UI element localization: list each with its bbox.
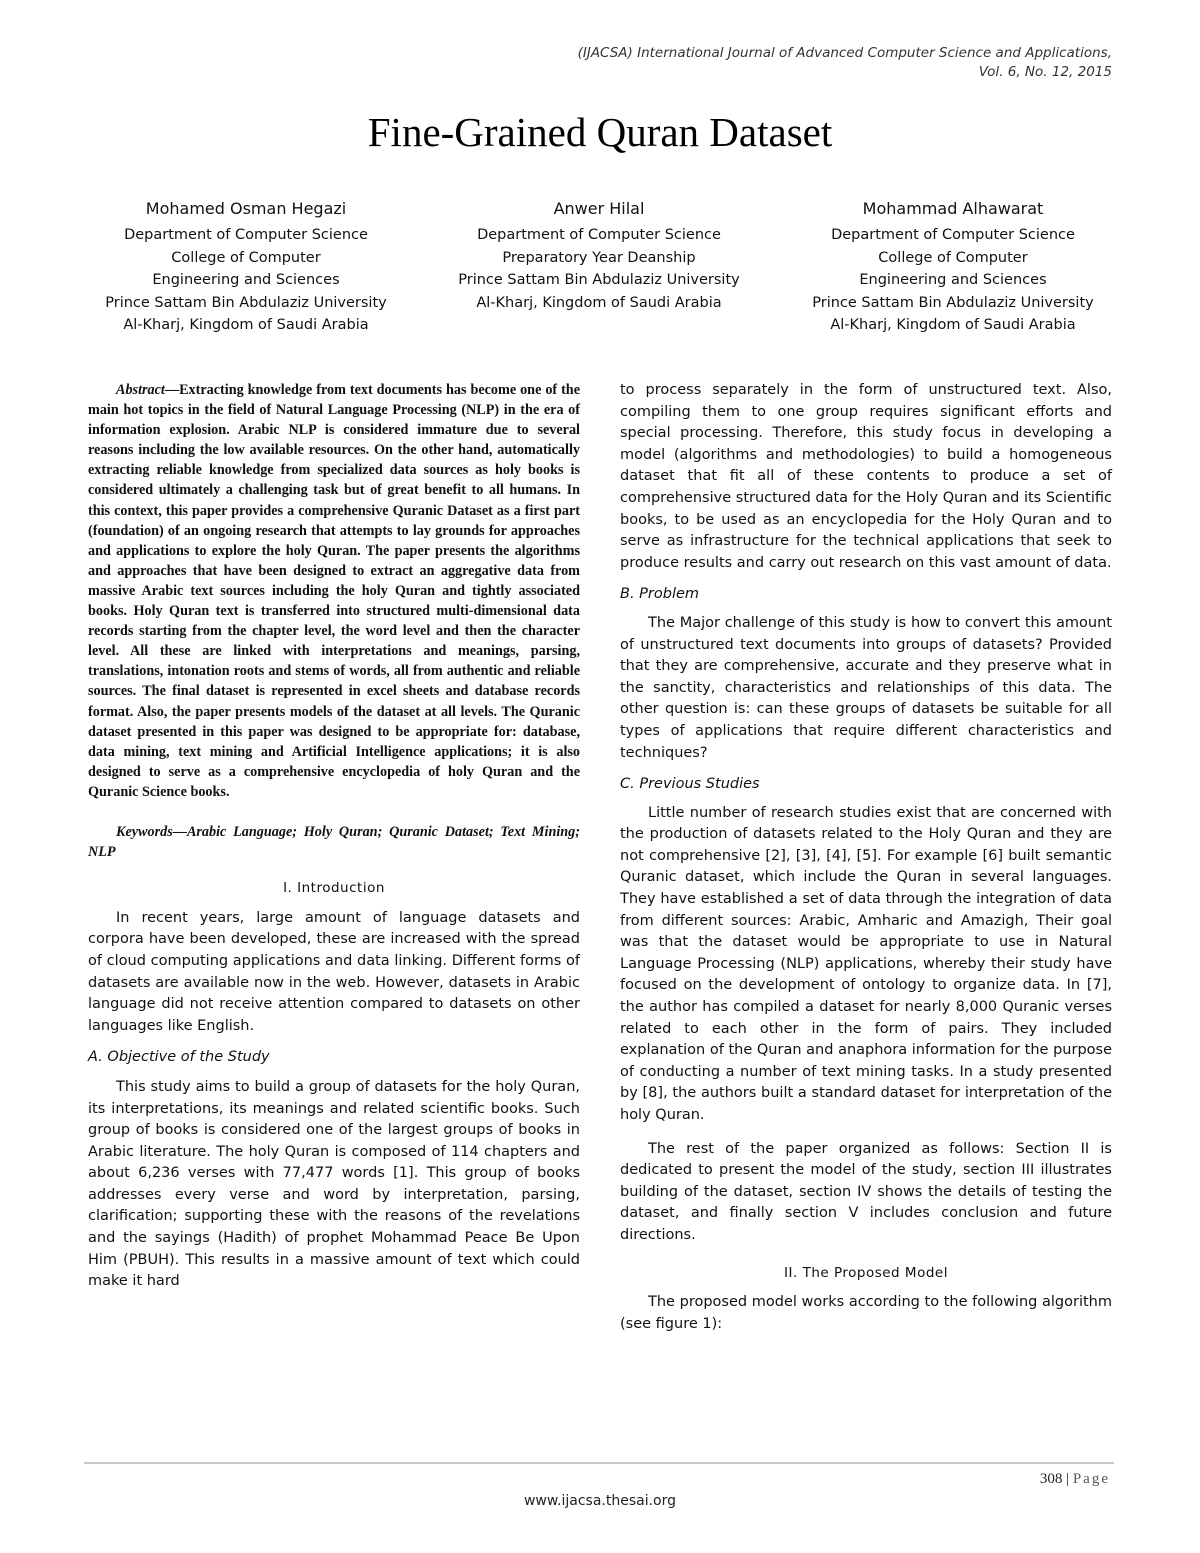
section-heading-introduction: I. Introduction: [283, 880, 385, 897]
objective-paragraph: This study aims to build a group of datasets for the holy Quran, its interpretations, its meanings and related scientific books. Such group of books is considered one of the largest groups of books in Arabic literature. The holy Quran is composed of 114 chapters and about 6,236 verses with 77,477 words [1]. This group of books addresses every verse and word by interpretation, parsing, clarification; supporting these with the reasons of the revelations and the sayings (Hadith) of prophet Mohammad Peace Be Upon Him (PBUH). This results in a massive amount of text which could make it hard: [88, 1078, 580, 1290]
page-label: Page: [1072, 1471, 1110, 1487]
author-affiliation-line: Al-Kharj, Kingdom of Saudi Arabia: [123, 317, 369, 334]
journal-volume: Vol. 6, No. 12, 2015: [978, 64, 1112, 80]
author-affiliation-line: Department of Computer Science: [831, 227, 1075, 243]
abstract: [88, 380, 580, 802]
keywords: [88, 822, 580, 862]
author-affiliation-line: College of Computer: [878, 249, 1028, 266]
author-affiliation-line: College of Computer: [171, 249, 321, 266]
right-column: [620, 380, 1112, 1335]
author-affiliation-line: Prince Sattam Bin Abdulaziz University: [105, 294, 387, 311]
journal-name: (IJACSA) International Journal of Advanced Computer Science and Applications,: [577, 45, 1112, 61]
previous-studies-paragraph: Little number of research studies exist that are concerned with the production of datasets related to the Holy Quran and they are not comprehensive [2], [3], [4], [5]. For example [6] built semantic Quranic dataset, which include the Quran in several languages. They have established a set of data through the integration of data from different sources: Arabic, Amharic and Amazigh, Their goal was that the dataset would be appropriate to use in Natural Language Processing (NLP) applications, whereby their study have focused on the development of ontology to organize data. In [7], the author has compiled a dataset for nearly 8,000 Quranic verses related to each other in the form of pairs. They included explanation of the Quran and anaphora information for the purpose of conducting a number of text mining tasks. In a study presented by [8], the authors built a standard dataset for interpretation of the holy Quran.: [620, 804, 1112, 1123]
journal-website: www.ijacsa.thesai.org: [523, 1493, 677, 1509]
paper-title: Fine-Grained Quran Dataset: [367, 109, 833, 155]
page-number: [1040, 1469, 1110, 1489]
keywords-label: Keywords: [116, 823, 173, 840]
abstract-text: —Extracting knowledge from text documents has become one of the main hot topics in the field of Natural Language Processing (NLP) in the era of information explosion. Arabic NLP is considered immature due to several reasons including the low available resources. On the other hand, automatically extracting reliable knowledge from specialized data sources as holy books is considered ultimately a challenging task but of great benefit to all humans. In this context, this paper provides a comprehensive Quranic Dataset as a first part (foundation) of an ongoing research that attempts to lay grounds for approaches and applications to explore the holy Quran. The paper presents the algorithms and approaches that have been designed to extract an aggregative data from massive Arabic text sources including the holy Quran and tightly associated books. Holy Quran text is transferred into structured multi-dimensional data records starting from the chapter level, the word level and then the character level. All these are linked with interpretations and meanings, parsing, translations, intonation roots and stems of words, all from authentic and reliable sources. The final dataset is represented in excel sheets and database records format. Also, the paper presents models of the dataset at all levels. The Quranic dataset presented in this paper was designed to be appropriate for: database, data mining, text mining and Artificial Intelligence applications; it is also designed to serve as a comprehensive encyclopedia of holy Quran and the Quranic Science books.: [88, 382, 580, 800]
abstract-label: Abstract: [116, 382, 165, 398]
author-affiliation-line: Al-Kharj, Kingdom of Saudi Arabia: [476, 294, 722, 311]
subsection-heading-problem: B. Problem: [620, 586, 700, 603]
subsection-heading-previous-studies: C. Previous Studies: [620, 776, 760, 793]
author-block-2: [399, 196, 799, 314]
left-column: [88, 380, 580, 1293]
footer-rule: [84, 1462, 1114, 1464]
author-affiliation-line: Prince Sattam Bin Abdulaziz University: [458, 272, 740, 289]
objective-paragraph-continued: to process separately in the form of unstructured text. Also, compiling them to one group requires significant efforts and special processing. Therefore, this study focus in developing a model (algorithms and methodologies) to build a homogeneous dataset that fit all of these contents to produce a set of comprehensive structured data for the Holy Quran and its Scientific books, to be used as an encyclopedia for the Holy Quran and to serve as infrastructure for the technical applications that seek to produce results and carry out research on this vast amount of data.: [620, 382, 1112, 571]
page-number-separator: |: [1062, 1471, 1073, 1487]
author-name: Anwer Hilal: [553, 199, 645, 218]
section-heading-proposed-model: II. The Proposed Model: [784, 1264, 948, 1281]
author-affiliation-line: Engineering and Sciences: [152, 272, 340, 289]
problem-paragraph: The Major challenge of this study is how to convert this amount of unstructured text documents into groups of datasets? Provided that they are comprehensive, accurate and they preserve what in the sanctity, characteristics and relationships of this data. The other question is: can these groups of datasets be suitable for all types of applications that require different characteristics and techniques?: [620, 614, 1112, 761]
author-affiliation-line: Prince Sattam Bin Abdulaziz University: [812, 294, 1094, 311]
keywords-text: —Arabic Language; Holy Quran; Quranic Dataset; Text Mining; NLP: [88, 823, 580, 861]
proposed-model-paragraph: The proposed model works according to the following algorithm (see figure 1):: [620, 1294, 1112, 1332]
subsection-heading-objective: A. Objective of the Study: [88, 1049, 270, 1066]
author-affiliation-line: Engineering and Sciences: [859, 272, 1047, 289]
journal-header: [578, 44, 1112, 82]
author-name: Mohammad Alhawarat: [862, 199, 1044, 218]
author-block-1: [46, 196, 446, 337]
author-affiliation-line: Department of Computer Science: [477, 227, 721, 243]
author-affiliation-line: Department of Computer Science: [124, 227, 368, 243]
page-number-value: 308: [1039, 1471, 1063, 1487]
introduction-paragraph: In recent years, large amount of language datasets and corpora have been developed, these are increased with the spread of cloud computing applications and data linking. Different forms of datasets are available now in the web. However, datasets in Arabic language did not receive attention compared to datasets on other languages like English.: [88, 909, 580, 1034]
paper-organization-paragraph: The rest of the paper organized as follows: Section II is dedicated to present the model of the study, section III illustrates building of the dataset, section IV shows the details of testing the dataset, and finally section V includes conclusion and future directions.: [620, 1140, 1112, 1243]
author-affiliation-line: Al-Kharj, Kingdom of Saudi Arabia: [830, 317, 1076, 334]
author-affiliation-line: Preparatory Year Deanship: [502, 249, 696, 266]
author-block-3: [753, 196, 1153, 337]
author-name: Mohamed Osman Hegazi: [145, 199, 347, 218]
